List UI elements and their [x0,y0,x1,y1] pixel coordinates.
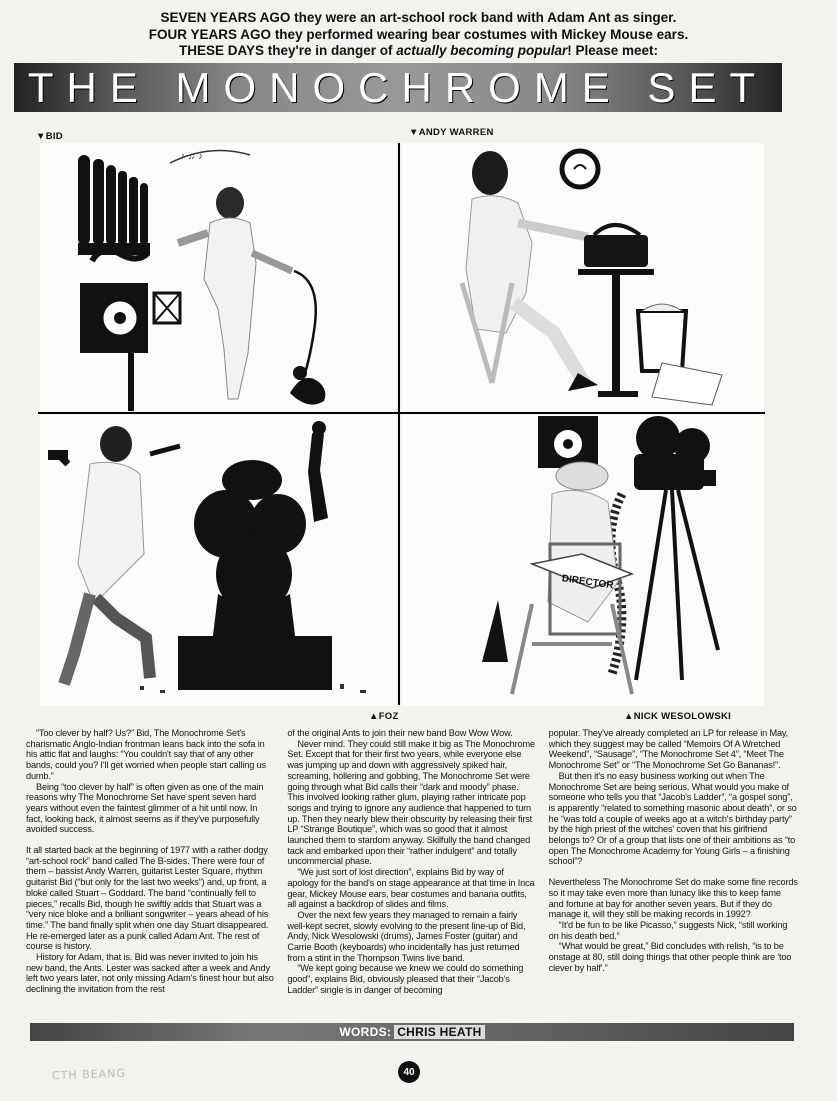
col2-para-1: of the original Ants to join their new band Bow Wow Wow. [287,728,513,738]
page-title: THE MONOCHROME SET [27,63,769,111]
byline-label: WORDS: [339,1025,392,1039]
label-nick-wesolowski: ▲NICK WESOLOWSKI [624,711,732,722]
director-sign: DIRECTOR [561,573,615,592]
article-body [26,728,798,1016]
andy-illustration [402,143,764,411]
label-andy-warren: ▼ANDY WARREN [409,127,494,138]
col1-para-1: “Too clever by half? Us?” Bid, The Monochrome Set's charismatic Anglo-Indian frontman leans back into the sofa in his attic flat and laughs: “You couldn't say that of any other bands, could you? I'll get worried when people start calling us dumb.” [26,728,267,781]
photo-andy-warren [402,143,764,411]
intro-line-3: THESE DAYS they're in danger of actually becoming popular! Please meet: [178,43,659,58]
svg-text:♪ ♫ ♪: ♪ ♫ ♪ [180,151,204,162]
col3-para-3: Nevertheless The Monochrome Set do make some fine records so it may take even more than lunacy like this to keep fame and fortune at bay for another seven years. But if they do manage it, will they still be making records in 1992? [548,877,798,920]
handwritten-note: CTH BEANG [51,1066,127,1083]
photo-divider-horizontal [38,412,765,414]
col2-para-3: “We just sort of lost direction”, explains Bid by way of apology for the band's on stage appearance at that time in Inca gear, Mickey Mouse ears, bear costumes and banana outfits, all against a backdrop of slides and films. [287,867,535,910]
label-foz: ▲FOZ [369,711,399,722]
foz-illustration [40,414,396,706]
title-banner [14,63,782,112]
byline-name: CHRIS HEATH [394,1025,484,1039]
col3-para-1: popular. They've already completed an LP for release in May, which they suggest may be called “Memoirs Of A Wretched Weekend”, “Sausage”, “The Monochrome Set 4”, “Meet The Monochrome Set” or “The Monochrome Set Go Bananas!”. [548,728,789,771]
col1-para-4: History for Adam, that is. Bid was never invited to join his new band, the Ants. Lester was sacked after a week and Andy left two years later, not only missing Adam's finest hour but also declining the invitation from the rest [26,952,274,995]
col3-para-2: But then it's no easy business working out when The Monochrome Set are being serious. What would you make of someone who tells you that “Jacob's Ladder”, “a gospel song”, is apparently “related to something masonic about death”, or so he “was told a couple of weeks ago at a witch's birthday party” by the high priest of the witches' coven that his girlfriend belongs to? Or of a group that lists one of their ambitions as “to open The Monochrome Academy for Young Girls – a finishing school”? [548,770,797,867]
photo-nick-wesolowski [402,414,764,706]
intro-line-1: SEVEN YEARS AGO they were an art-school rock band with Adam Ant as singer. [160,10,677,25]
col3-para-4: “It'd be fun to be like Picasso,” suggests Nick, “still working on his death bed.” [548,919,788,941]
col2-para-4: Over the next few years they managed to remain a fairly well-kept secret, slowly evolving to the present line-up of Bid, Andy, Nick Wesolowski (drums), James Foster (guitar) and Carrie Booth (keyboards) who incidentally has just returned from a stint in the Thompson Twins live band. [287,909,526,963]
intro-line-2: FOUR YEARS AGO they performed wearing bear costumes with Mickey Mouse ears. [148,26,689,42]
article-column-2 [287,728,536,1016]
article-column-3 [549,728,798,1016]
byline-bar [30,1023,794,1041]
bid-illustration [40,143,396,411]
col2-para-2: Never mind. They could still make it big as The Monochrome Set. Except that for their first two years, while everyone else was jumping up and down with aggressively spiked hair, screaming, hollering and gobbing, The Monochrome Set were going through what Bid calls their “dark and moody” phase. This involved looking rather glum, playing rather intricate pop songs and trying to ignore any audience that happened to turn up. Then they nearly blew their obscurity by releasing their first LP “Strange Boutique”, which was so good that it almost launched them to stardom anyway. Skilfully the band changed tack and embarked upon their “rather indulgent” and totally uncommercial phase. [287,738,535,867]
article-column-1 [26,728,275,1016]
col1-para-3: It all started back at the beginning of 1977 with a rather dodgy “art-school rock” band called The B-sides. There were four of them – bassist Andy Warren, guitarist Lester Square, rhythm guitarist Bid (“but only for the last two weeks”) and, up front, a bloke called Stuart – Goddard. The band “continually fell to pieces,” recalls Bid, though he swiftly adds that Stuart was a “very nice bloke and a brilliant songwriter – years ahead of his time.” The band finally split when one day Stuart disappeared. He re-emerged later as a punk called Adam Ant. The rest of course is history. [26,845,269,952]
label-bid: ▼BID [36,131,63,142]
photo-divider-vertical [398,143,400,705]
col2-para-5: “We kept going because we knew we could do something good”, explains Bid, obviously pleased that their “Jacob's Ladder” single is in danger of becoming [287,963,524,995]
photo-foz [40,414,396,706]
col3-para-5: “What would be great,” Bid concludes with relish, “is to be onstage at 80, still doing things that other people think are 'too clever by half'.” [548,941,792,973]
nick-illustration [402,414,764,706]
col1-para-2: Being “too clever by half” is often given as one of the main reasons why The Monochrome Set have spent seven hard years without even the faintest glimmer of a hit until now. In fact, looking back, it almost seems as if they've purposefully avoided success. [26,781,264,835]
intro-deck [0,10,837,60]
photo-bid [40,143,396,411]
page-number: 40 [398,1061,420,1083]
